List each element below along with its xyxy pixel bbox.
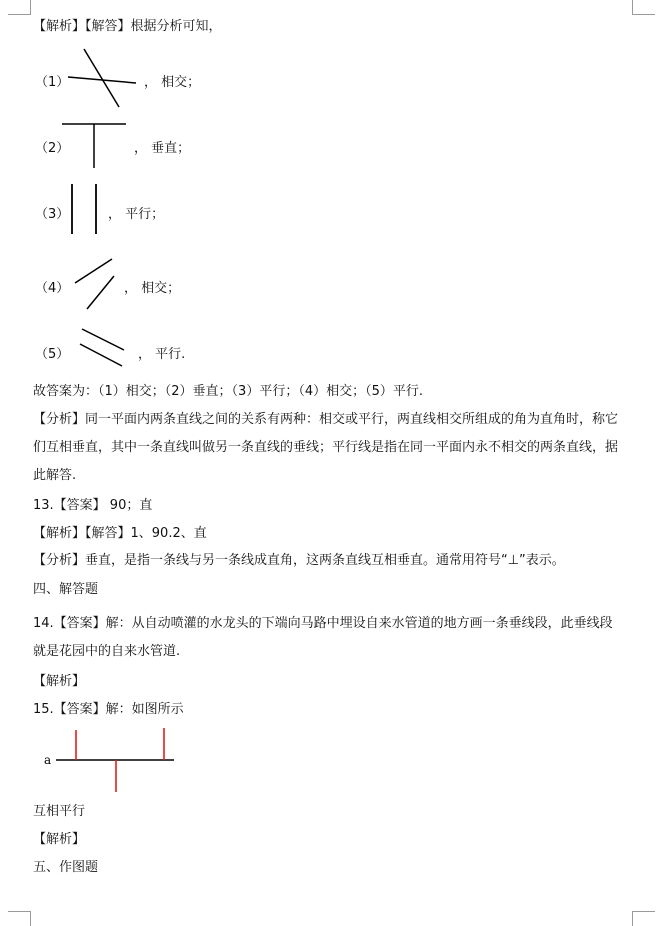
item-2-tail: ， 垂直； <box>134 141 191 156</box>
q13-answer: 13.【答案】 90；直 <box>33 498 153 513</box>
item-3-tail: ， 平行； <box>108 207 165 222</box>
crop-mark-bottom-left <box>8 911 31 926</box>
item-5-label: （5） <box>35 347 70 362</box>
item-1-label: （1） <box>35 75 70 90</box>
item-5-tail: ， 平行. <box>138 347 186 362</box>
q15-figure <box>42 726 182 796</box>
q15-answer: 15.【答案】解：如图所示 <box>33 702 184 717</box>
figure-1-intersecting <box>64 45 144 110</box>
section-5-heading: 五、作图题 <box>33 860 99 875</box>
intro-text: 【解析】【解答】根据分析可知， <box>33 19 222 34</box>
q14-answer: 14.【答案】解：从自动喷灌的水龙头的下端向马路中埋设自来水管道的地方画一条垂线段，此垂线段就是花园中的自来水管道. <box>33 616 613 659</box>
figure-2-perpendicular <box>60 120 130 170</box>
figure-3-parallel <box>68 182 102 236</box>
analysis-paragraph: 【分析】同一平面内两条直线之间的关系有两种：相交或平行，两直线相交所组成的角为直角时，称它们互相垂直，其中一条直线叫做另一条直线的垂线；平行线是指在同一平面内永不相交的两条直线，据此解答. <box>33 412 619 483</box>
item-4-label: （4） <box>35 281 70 296</box>
figure-4-intersecting <box>72 256 122 312</box>
crop-mark-top-right <box>632 0 655 15</box>
q14-solution: 【解析】 <box>33 674 86 689</box>
figure-5-parallel <box>76 326 132 370</box>
item-4-tail: ， 相交； <box>124 281 181 296</box>
crop-mark-bottom-right <box>632 911 655 926</box>
item-3-label: （3） <box>35 207 70 222</box>
q15-result: 互相平行 <box>33 804 86 819</box>
q13-analysis: 【分析】垂直，是指一条线与另一条线成直角，这两条直线互相垂直。通常用符号“⊥”表示。 <box>33 553 565 568</box>
item-2-label: （2） <box>35 141 70 156</box>
answer-summary: 故答案为：（1）相交；（2）垂直；（3）平行；（4）相交；（5）平行. <box>33 384 423 399</box>
q15-solution: 【解析】 <box>33 832 86 847</box>
q13-solution: 【解析】【解答】1、90.2、直 <box>33 526 207 541</box>
line-a-label: a <box>44 753 52 767</box>
section-4-heading: 四、解答题 <box>33 582 99 597</box>
crop-mark-top-left <box>8 0 31 15</box>
item-1-tail: ， 相交； <box>144 75 201 90</box>
